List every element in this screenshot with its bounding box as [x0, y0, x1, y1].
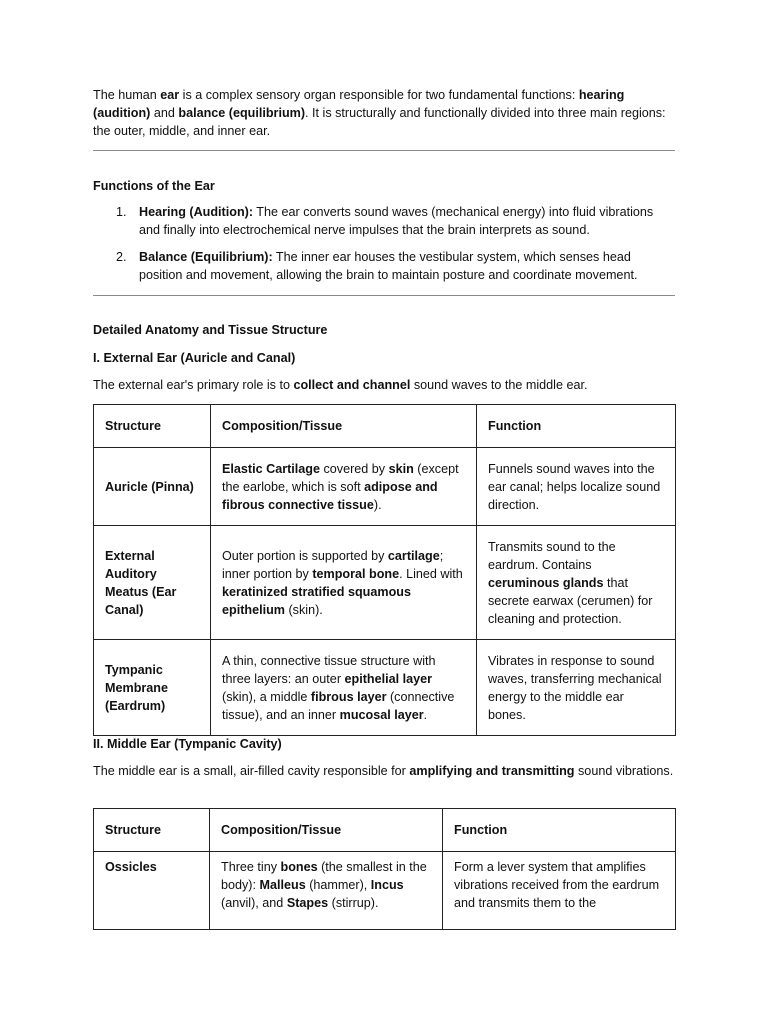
middle-ear-table	[93, 808, 676, 930]
functions-list	[93, 203, 675, 284]
middle-ear-heading: II. Middle Ear (Tympanic Cavity)	[93, 737, 282, 751]
list-item: 2. Balance (Equilibrium): The inner ear houses the vestibular system, which senses head position and movement, allowing the brain to maintain posture and coordinate movement.	[116, 250, 638, 282]
composition-cell: A thin, connective tissue structure with three layers: an outer epithelial layer (skin), a middle fibrous layer (connective tissue), and an inner mucosal layer.	[211, 640, 477, 736]
table-row	[94, 448, 676, 526]
table-row	[94, 852, 676, 930]
structure-cell: External Auditory Meatus (Ear Canal)	[94, 526, 211, 640]
composition-cell: Three tiny bones (the smallest in the body): Malleus (hammer), Incus (anvil), and Stapes (stirrup).	[210, 852, 443, 930]
external-ear-heading: I. External Ear (Auricle and Canal)	[93, 351, 296, 365]
table-header-row	[94, 809, 676, 852]
header-cell: Composition/Tissue	[211, 405, 477, 448]
function-cell: Transmits sound to the eardrum. Contains ceruminous glands that secrete earwax (cerumen) for cleaning and protection.	[477, 526, 676, 640]
header-cell: Composition/Tissue	[210, 809, 443, 852]
header-cell: Function	[477, 405, 676, 448]
list-item: 1. Hearing (Audition): The ear converts sound waves (mechanical energy) into fluid vibrations and finally into electrochemical nerve impulses that the brain interprets as sound.	[116, 205, 654, 237]
external-ear-table	[93, 404, 676, 736]
section-divider	[93, 295, 675, 296]
functions-heading: Functions of the Ear	[93, 179, 215, 193]
intro-paragraph: The human ear is a complex sensory organ responsible for two fundamental functions: hearing (audition) and balance (equilibrium). It is structurally and functionally divided into three main regions: the outer, middle, and inner ear.	[93, 88, 666, 138]
middle-ear-intro: The middle ear is a small, air-filled cavity responsible for amplifying and transmitting sound vibrations.	[93, 764, 674, 778]
composition-cell: Elastic Cartilage covered by skin (except the earlobe, which is soft adipose and fibrous connective tissue).	[211, 448, 477, 526]
structure-cell: Auricle (Pinna)	[94, 448, 211, 526]
structure-cell: Tympanic Membrane (Eardrum)	[94, 640, 211, 736]
header-cell: Function	[443, 809, 676, 852]
function-cell: Vibrates in response to sound waves, transferring mechanical energy to the middle ear bones.	[477, 640, 676, 736]
structure-cell: Ossicles	[94, 852, 210, 930]
function-cell: Funnels sound waves into the ear canal; helps localize sound direction.	[477, 448, 676, 526]
table-header-row	[94, 405, 676, 448]
header-cell: Structure	[94, 809, 210, 852]
function-cell: Form a lever system that amplifies vibrations received from the eardrum and transmits them to the	[443, 852, 676, 930]
anatomy-heading: Detailed Anatomy and Tissue Structure	[93, 323, 328, 337]
external-ear-intro: The external ear's primary role is to collect and channel sound waves to the middle ear.	[93, 378, 588, 392]
composition-cell: Outer portion is supported by cartilage; inner portion by temporal bone. Lined with keratinized stratified squamous epithelium (skin).	[211, 526, 477, 640]
section-divider	[93, 150, 675, 151]
header-cell: Structure	[94, 405, 211, 448]
table-row	[94, 640, 676, 736]
table-row	[94, 526, 676, 640]
